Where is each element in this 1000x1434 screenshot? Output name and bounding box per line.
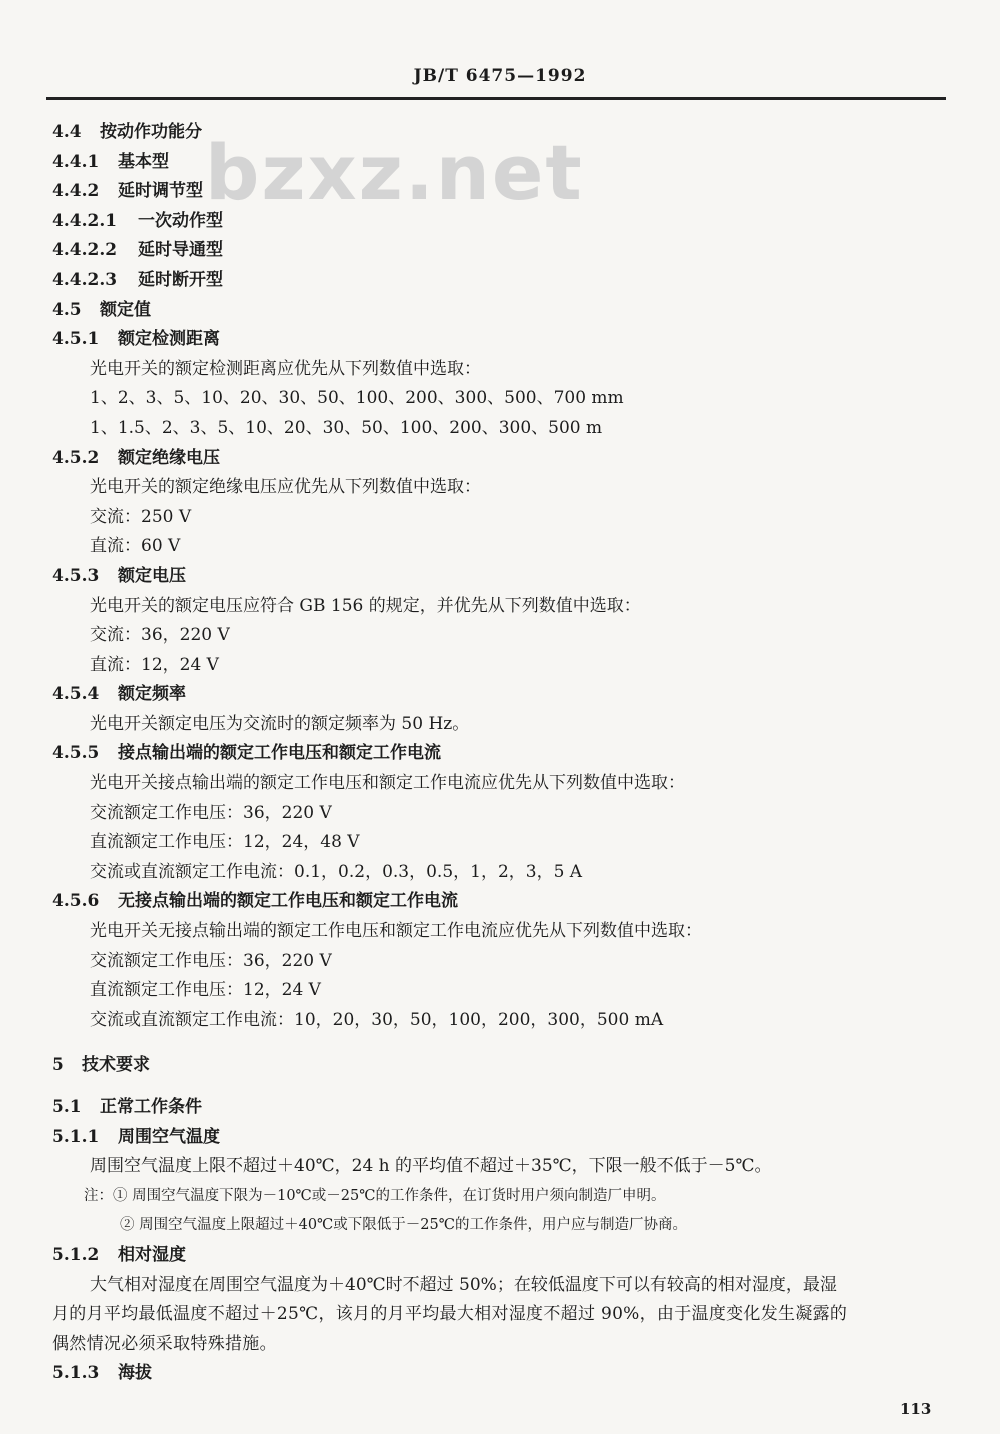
heading-4-5-3: 4.5.3 额定电压 <box>52 565 186 586</box>
heading-4-5-2: 4.5.2 额定绝缘电压 <box>52 447 220 468</box>
paragraph: 月的月平均最低温度不超过＋25℃，该月的月平均最大相对湿度不超过 90%，由于温度变化发生凝露的 <box>52 1304 848 1325</box>
paragraph: 光电开关额定电压为交流时的额定频率为 50 Hz。 <box>90 713 470 734</box>
paragraph: 直流额定工作电压：12，24，48 V <box>90 832 360 853</box>
paragraph: 直流：60 V <box>90 536 181 557</box>
heading-4-4-2-3: 4.4.2.3 延时断开型 <box>52 269 223 290</box>
paragraph: 光电开关无接点输出端的额定工作电压和额定工作电流应优先从下列数值中选取： <box>90 921 702 942</box>
header-rule <box>46 97 946 100</box>
watermark: bzxz.net <box>205 128 584 217</box>
heading-5: 5 技术要求 <box>52 1055 150 1076</box>
paragraph: 偶然情况必须采取特殊措施。 <box>52 1333 277 1354</box>
note-1: 注：① 周围空气温度下限为－10℃或－25℃的工作条件，在订货时用户须向制造厂申明。 <box>84 1187 666 1204</box>
page-number: 113 <box>900 1400 932 1418</box>
paragraph: 光电开关的额定检测距离应优先从下列数值中选取： <box>90 358 481 379</box>
paragraph: 光电开关的额定电压应符合 GB 156 的规定，并优先从下列数值中选取： <box>90 595 641 616</box>
paragraph: 交流或直流额定工作电流：10，20，30，50，100，200，300，500 mA <box>90 1009 664 1030</box>
heading-4-5-1: 4.5.1 额定检测距离 <box>52 329 220 350</box>
note-2: ② 周围空气温度上限超过＋40℃或下限低于－25℃的工作条件，用户应与制造厂协商。 <box>120 1217 687 1234</box>
heading-4-4-2-2: 4.4.2.2 延时导通型 <box>52 240 223 261</box>
heading-4-5-5: 4.5.5 接点输出端的额定工作电压和额定工作电流 <box>52 743 441 764</box>
paragraph: 周围空气温度上限不超过＋40℃，24 h 的平均值不超过＋35℃，下限一般不低于－5℃。 <box>90 1156 772 1177</box>
paragraph: 大气相对湿度在周围空气温度为＋40℃时不超过 50%；在较低温度下可以有较高的相对湿度，最湿 <box>90 1274 837 1295</box>
paragraph: 直流：12，24 V <box>90 654 219 675</box>
heading-5-1: 5.1 正常工作条件 <box>52 1097 202 1117</box>
heading-5-1-3: 5.1.3 海拔 <box>52 1363 152 1384</box>
paragraph: 1、2、3、5、10、20、30、50、100、200、300、500、700 mm <box>90 388 624 409</box>
document-body <box>52 118 952 1389</box>
heading-4-5-4: 4.5.4 额定频率 <box>52 684 186 705</box>
paragraph: 交流或直流额定工作电流：0.1，0.2，0.3，0.5，1，2，3，5 A <box>90 861 583 882</box>
paragraph: 交流额定工作电压：36，220 V <box>90 802 332 823</box>
paragraph: 交流：250 V <box>90 506 192 527</box>
heading-4-4: 4.4 按动作功能分 <box>52 122 202 142</box>
document-header: JB/T 6475—1992 <box>413 66 587 86</box>
heading-4-5: 4.5 额定值 <box>52 299 151 320</box>
heading-4-4-1: 4.4.1 基本型 <box>52 151 169 172</box>
heading-4-4-2: 4.4.2 延时调节型 <box>52 181 203 202</box>
paragraph: 直流额定工作电压：12，24 V <box>90 980 321 1001</box>
paragraph: 1、1.5、2、3、5、10、20、30、50、100、200、300、500 m <box>90 417 603 438</box>
heading-4-5-6: 4.5.6 无接点输出端的额定工作电压和额定工作电流 <box>52 891 458 912</box>
heading-4-4-2-1: 4.4.2.1 一次动作型 <box>52 210 223 231</box>
heading-5-1-1: 5.1.1 周围空气温度 <box>52 1126 220 1147</box>
paragraph: 光电开关接点输出端的额定工作电压和额定工作电流应优先从下列数值中选取： <box>90 773 685 794</box>
paragraph: 交流额定工作电压：36，220 V <box>90 950 332 971</box>
heading-5-1-2: 5.1.2 相对湿度 <box>52 1244 186 1265</box>
paragraph: 交流：36，220 V <box>90 625 230 646</box>
paragraph: 光电开关的额定绝缘电压应优先从下列数值中选取： <box>90 477 481 498</box>
